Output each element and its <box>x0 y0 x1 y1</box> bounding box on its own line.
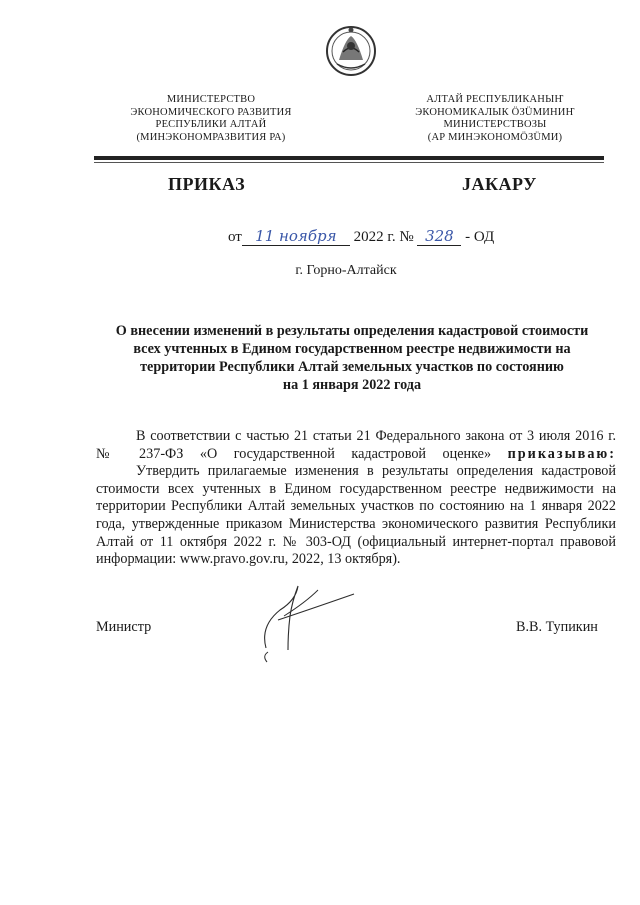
header-right-line-4: (АР МИНЭКОНОМÖЗÜМИ) <box>427 131 563 143</box>
header-left-line-3: РЕСПУБЛИКИ АЛТАЙ <box>155 119 267 130</box>
city-line <box>0 263 640 279</box>
date-year: 2022 г. № <box>353 229 414 245</box>
order-body <box>96 428 616 569</box>
signatory-position: Министр <box>96 619 152 635</box>
order-title-altai: JАКАРУ <box>462 174 537 194</box>
order-directive: приказываю: <box>507 445 616 462</box>
order-number-suffix: - ОД <box>465 229 495 245</box>
handwritten-date: 11 ноября <box>255 227 337 245</box>
number-underline <box>417 229 461 246</box>
header-divider-thin <box>94 162 604 163</box>
order-title-russian: ПРИКАЗ <box>168 174 246 194</box>
header-right-line-3: МИНИСТЕРСТВОЗЫ <box>443 119 547 130</box>
order-subject <box>92 322 612 394</box>
subject-line-1: О внесении изменений в результаты определения кадастровой стоимости <box>115 323 589 339</box>
paragraph-1-text: В соответствии с частью 21 статьи 21 Федерального закона от 3 июля 2016 г. № 237-ФЗ «О государственной кадастровой оценке» <box>96 428 616 462</box>
date-prefix: от <box>228 229 242 245</box>
header-left-line-4: (МИНЭКОНОМРАЗВИТИЯ РА) <box>136 131 286 143</box>
body-paragraph-2: Утвердить прилагаемые изменения в результаты определения кадастровой стоимости всех учтенных в Едином государственном реестре недвижимости на территории Республики Алтай земельных участков по состоянию на 1 января 2022 года, утвержденные приказом Министерства экономического развития Республики Алтай от 11 октября 2022 г. № 303-ОД (официальный интернет-портал правовой информации: www.pravo.gov.ru, 2022, 13 октября). <box>96 463 616 568</box>
order-dateline <box>228 229 494 246</box>
handwritten-order-number: 328 <box>425 227 454 245</box>
city-name: г. Горно-Алтайск <box>295 263 397 278</box>
header-divider-thick <box>94 156 604 160</box>
body-paragraph-1 <box>96 428 616 463</box>
signatory-name: В.В. Тупикин <box>516 619 598 635</box>
date-underline <box>242 229 350 246</box>
subject-line-2: всех учтенных в Едином государственном реестре недвижимости на <box>133 341 571 357</box>
header-left-line-2: ЭКОНОМИЧЕСКОГО РАЗВИТИЯ <box>130 106 292 118</box>
ministry-name-russian <box>96 94 326 144</box>
ministry-name-altai <box>380 94 610 144</box>
coat-of-arms-emblem <box>325 22 377 80</box>
header-left-line-1: МИНИСТЕРСТВО <box>166 94 256 105</box>
subject-line-3: территории Республики Алтай земельных участков по состоянию <box>140 359 564 375</box>
header-right-line-2: ЭКОНОМИКАЛЫК ÖЗÜМИНИҤ <box>415 106 575 118</box>
subject-line-4: на 1 января 2022 года <box>282 377 422 393</box>
header-right-line-1: АЛТАЙ РЕСПУБЛИКАНЫҤ <box>426 94 564 105</box>
handwritten-signature <box>258 580 362 668</box>
